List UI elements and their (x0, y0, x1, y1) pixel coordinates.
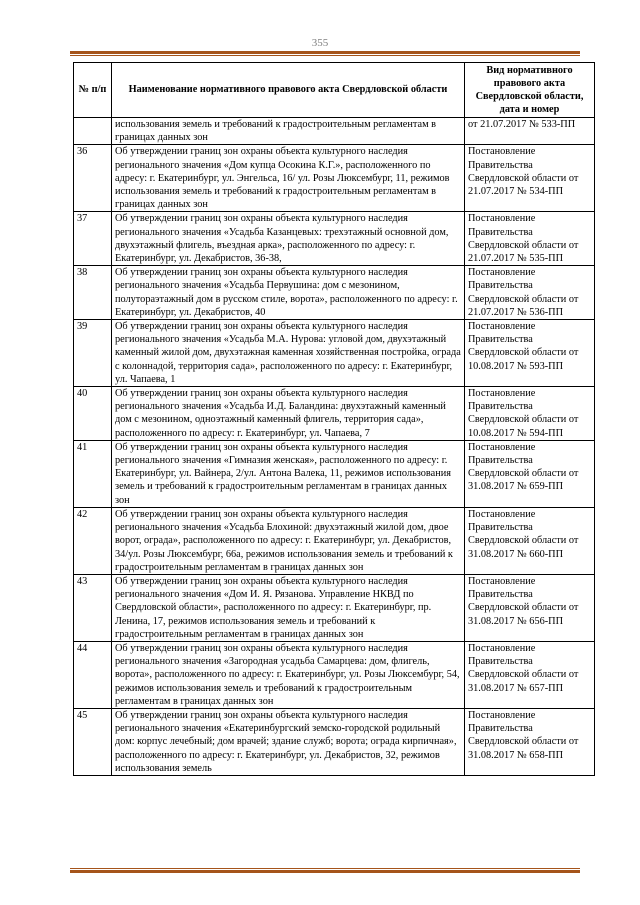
row-act-type: Постановление Правительства Свердловской области от 21.07.2017 № 536-ПП (465, 266, 595, 320)
top-rule (70, 51, 580, 54)
row-act-type: от 21.07.2017 № 533-ПП (465, 118, 595, 145)
row-act-name: Об утверждении границ зон охраны объекта культурного наследия регионального значения «Усадьба И.Д. Баландина: двухэтажный каменный дом с мезонином, одноэтажный каменный флигель, территория сада», расположенного по адресу: г. Екатеринбург, ул. Чапаева, 7 (112, 387, 465, 441)
row-number: 45 (74, 708, 112, 775)
row-act-name: Об утверждении границ зон охраны объекта культурного наследия регионального значения «Дом И. Я. Рязанова. Управление НКВД по Свердловской области», расположенного по адресу: г. Екатеринбург, пр. Ленина, 17, режимов использования земель и требований к градостроительным регламентам в границах данных зон (112, 574, 465, 641)
top-rule-thin (70, 55, 580, 56)
table-row (74, 641, 595, 708)
row-act-name: Об утверждении границ зон охраны объекта культурного наследия регионального значения «Усадьба Первушина: дом с мезонином, полутораэтажный дом в русском стиле, ворота», расположенного по адресу: г. Екатеринбург, ул. Декабристов, 40 (112, 266, 465, 320)
legal-acts-table (73, 62, 595, 776)
table-row (74, 574, 595, 641)
table-row (74, 440, 595, 507)
row-number: 41 (74, 440, 112, 507)
row-act-type: Постановление Правительства Свердловской области от 31.08.2017 № 658-ПП (465, 708, 595, 775)
row-act-name: Об утверждении границ зон охраны объекта культурного наследия регионального значения «Гимназия женская», расположенного по адресу: г. Екатеринбург, ул. Вайнера, 2/ул. Антона Валека, 11, режимов использования земель и требований к градостроительным регламентам в границах данных зон (112, 440, 465, 507)
table-header-row (74, 63, 595, 118)
page-number: 355 (311, 37, 329, 49)
row-act-type: Постановление Правительства Свердловской области от 21.07.2017 № 535-ПП (465, 212, 595, 266)
row-act-type: Постановление Правительства Свердловской области от 10.08.2017 № 593-ПП (465, 320, 595, 387)
table-row (74, 708, 595, 775)
row-number: 42 (74, 507, 112, 574)
row-number: 37 (74, 212, 112, 266)
row-act-name: Об утверждении границ зон охраны объекта культурного наследия регионального значения «Загородная усадьба Самарцева: дом, флигель, ворота», расположенного по адресу: г. Екатеринбург, ул. Розы Люксембург, 54, режимов использования земель и требований к градостроительным регламентам в границах данных зон (112, 641, 465, 708)
row-act-type: Постановление Правительства Свердловской области от 31.08.2017 № 656-ПП (465, 574, 595, 641)
table-row (74, 507, 595, 574)
row-act-name: Об утверждении границ зон охраны объекта культурного наследия регионального значения «Екатеринбургский земско-городской родильный дом: корпус лечебный; дом врачей; здание служб; ворота; ограда кирпичная», расположенного по адресу: г. Екатеринбург, ул. Декабристов, 32, режимов использования земель (112, 708, 465, 775)
row-number: 39 (74, 320, 112, 387)
table-row (74, 212, 595, 266)
table-row (74, 387, 595, 441)
row-act-name: использования земель и требований к градостроительным регламентам в границах данных зон (112, 118, 465, 145)
header-number: № п/п (74, 63, 112, 118)
row-number: 43 (74, 574, 112, 641)
row-act-type: Постановление Правительства Свердловской области от 31.08.2017 № 659-ПП (465, 440, 595, 507)
row-act-type: Постановление Правительства Свердловской области от 10.08.2017 № 594-ПП (465, 387, 595, 441)
header-act-type: Вид нормативного правового акта Свердловской области, дата и номер (465, 63, 595, 118)
row-act-name: Об утверждении границ зон охраны объекта культурного наследия регионального значения «Дом купца Осокина К.Г.», расположенного по адресу: г. Екатеринбург, ул. Энгельса, 16/ ул. Розы Люксембург, 11, режимов использования земель и требований к градостроительным регламентам в границах данных зон (112, 145, 465, 212)
bottom-rule-thin (70, 868, 580, 869)
row-act-name: Об утверждении границ зон охраны объекта культурного наследия регионального значения «Усадьба Блохиной: двухэтажный жилой дом, двое ворот, ограда», расположенного по адресу: г. Екатеринбург, ул. Декабристов, 34/ул. Розы Люксембург, 66а, режимов использования земель и требований к градостроительным регламентам в границах данных зон (112, 507, 465, 574)
row-number: 40 (74, 387, 112, 441)
row-act-type: Постановление Правительства Свердловской области от 31.08.2017 № 657-ПП (465, 641, 595, 708)
row-act-type: Постановление Правительства Свердловской области от 31.08.2017 № 660-ПП (465, 507, 595, 574)
row-number (74, 118, 112, 145)
table-row-continuation (74, 118, 595, 145)
row-act-name: Об утверждении границ зон охраны объекта культурного наследия регионального значения «Усадьба Казанцевых: трехэтажный основной дом, двухэтажный флигель, въездная арка», расположенного по адресу: г. Екатеринбург, ул. Декабристов, 36-38, (112, 212, 465, 266)
table-row (74, 320, 595, 387)
row-act-name: Об утверждении границ зон охраны объекта культурного наследия регионального значения «Усадьба М.А. Нурова: угловой дом, двухэтажный каменный жилой дом, двухэтажная каменная хозяйственная постройка, ограда с колоннадой, территория сада», расположенного по адресу: г. Екатеринбург, ул. Чапаева, 1 (112, 320, 465, 387)
header-act-name: Наименование нормативного правового акта Свердловской области (112, 63, 465, 118)
row-number: 36 (74, 145, 112, 212)
bottom-rule (70, 870, 580, 873)
row-number: 38 (74, 266, 112, 320)
row-number: 44 (74, 641, 112, 708)
row-act-type: Постановление Правительства Свердловской области от 21.07.2017 № 534-ПП (465, 145, 595, 212)
table-row (74, 145, 595, 212)
table-row (74, 266, 595, 320)
